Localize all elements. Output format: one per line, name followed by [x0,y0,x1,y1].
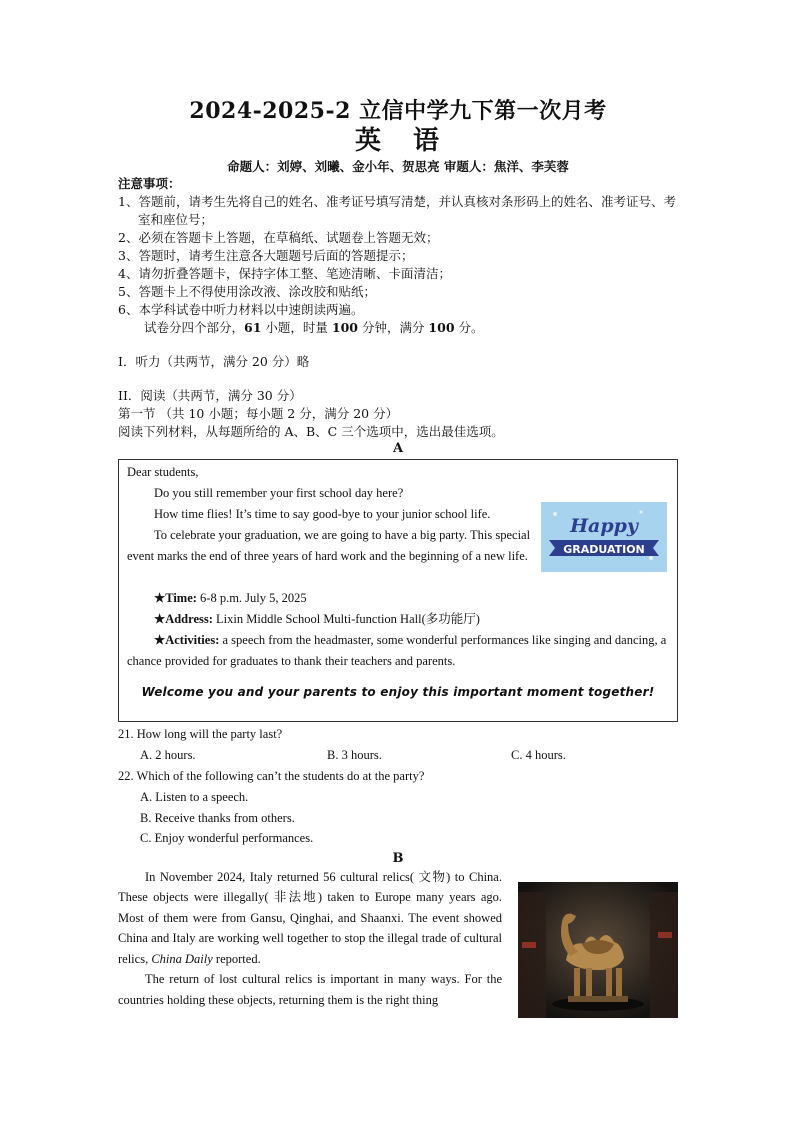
section-one-title: 第一节 （共 10 小题；每小题 2 分，满分 20 分） [118,406,399,421]
question-stem: 22. Which of the following can’t the students do at the party? [118,769,425,783]
passage-a-box [118,459,678,722]
passage-b-label: B [392,850,404,866]
part-two-title: II．阅读（共两节，满分 30 分） [118,388,302,403]
event-activities: ★Activities: a speech from the headmaster, some wonderful performances like singing and dancing, a chance provided for graduates to thank their teachers and parents. [127,633,667,668]
note-item: 1、答题前，请考生先将自己的姓名、准考证号填写清楚，并认真核对条形码上的姓名、准考证号、考室和座位号； [118,194,676,227]
option[interactable]: A. Listen to a speech. [140,790,249,804]
note-item: 5、答题卡上不得使用涂改液、涂改胶和贴纸； [118,284,376,299]
camel-relic-icon [518,882,678,1018]
banner-word-graduation: GRADUATION [563,543,645,556]
event-address: ★Address: Lixin Middle School Multi-function Hall(多功能厅) [154,612,480,626]
graduation-banner-icon [541,502,667,572]
notes-block [118,175,678,337]
exam-summary: 试卷分四个部分，61 小题，时量 100 分钟，满分 100 分。 [144,320,484,335]
happy-graduation-image [541,502,667,572]
option[interactable]: C. Enjoy wonderful performances. [140,831,314,845]
option[interactable]: B. Receive thanks from others. [140,810,295,825]
question-stem: 21. How long will the party last? [118,727,283,741]
passage-b-paragraph: The return of lost cultural relics is important in many ways. For the countries holding these objects, returning them is the right thing [118,972,502,1008]
passage-a-paragraph: How time flies! It’s time to say good-bye to your junior school life. [154,507,491,521]
passage-a-paragraph: To celebrate your graduation, we are going to have a big party. This special event marks the end of three years of hard work and the beginning of a new life. [127,528,531,563]
notes-title: 注意事项： [118,176,181,191]
part-one-title: I．听力（共两节，满分 20 分）略 [118,354,310,369]
event-time: ★Time: 6-8 p.m. July 5, 2025 [154,591,307,605]
passage-a-paragraph: Do you still remember your first school day here? [154,486,404,500]
question-options [118,745,678,766]
author-line: 命题人：刘婷、刘曦、金小年、贺思亮 审题人：焦洋、李芙蓉 [227,159,569,174]
reading-instruction: 阅读下列材料，从每题所给的 A、B、C 三个选项中，选出最佳选项。 [118,424,504,439]
exam-page [118,96,678,1011]
option[interactable]: B. 3 hours. [327,748,382,762]
welcome-line: Welcome you and your parents to enjoy this important moment together! [141,685,655,699]
note-item: 4、请勿折叠答题卡，保持字体工整、笔迹清晰、卡面清洁； [118,266,451,281]
passage-b-paragraph: In November 2024, Italy returned 56 cultural relics( 文物) to China. These objects were illegally( 非法地) taken to Europe many years ago. Most of them were from Gansu, Qinghai, and Shaanxi. The event showed China and Italy are working well together to stop the illegal trade of cultural relics, China Daily reported. [118,869,502,966]
passage-a-label: A [392,441,404,456]
banner-word-happy: Happy [570,515,638,537]
note-item: 3、答题时，请考生注意各大题题号后面的答题提示； [118,248,414,263]
greeting: Dear students, [127,465,199,479]
option[interactable]: C. 4 hours. [511,748,566,762]
questions-block [118,724,678,849]
note-item: 6、本学科试卷中听力材料以中速朗读两遍。 [118,302,364,317]
option[interactable]: A. 2 hours. [140,748,196,762]
note-item: 2、必须在答题卡上答题，在草稿纸、试题卷上答题无效； [118,230,439,245]
exam-title: 2024-2025-2 立信中学九下第一次月考 [189,98,607,124]
subject-title: 英语 [354,126,471,156]
cultural-relic-image [518,882,678,1018]
